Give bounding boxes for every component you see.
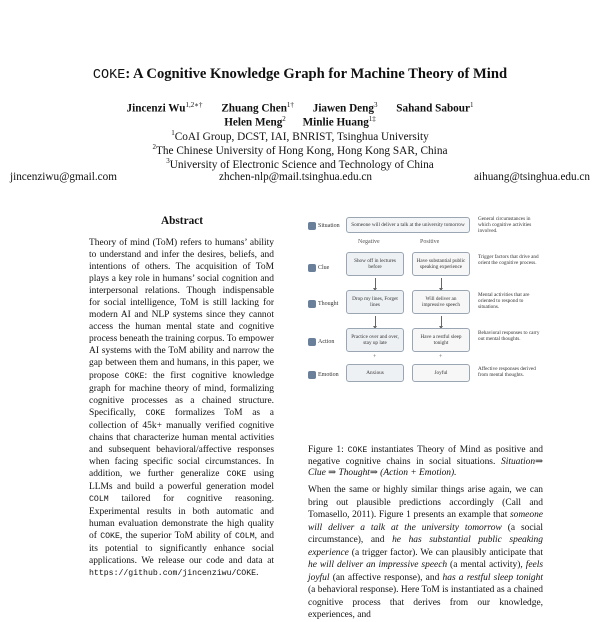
code-link[interactable]: https://github.com/jincenziwu/COKE xyxy=(89,569,257,579)
clue-desc: Trigger factors that drive and orient the cognitive process. xyxy=(478,254,539,267)
row-label-situation: Situation xyxy=(308,222,346,230)
intro-paragraph: When the same or highly similar things arise again, we can bring out plausible predictions accordingly (Call and Tomasello, 2011). Figure 1 presents an example that someone will deliver a talk at the university tomorrow (a social circumstance), and he has substantial public speaking experience (a trigger factor). We can plausibly anticipate that he will deliver an impressive speech (a mental activity), feels joyful (an affective response), and has a restful sleep tonight (a behavioral response). Here ToM is instantiated as a chained cognitive process that derives from our knowledge, experiences, and xyxy=(308,485,543,620)
row-label-action: Action xyxy=(308,338,346,346)
emotion-box-negative: Anxious xyxy=(346,364,404,382)
clue-box-negative: Show off in lectures before xyxy=(346,252,404,276)
author-row-1 xyxy=(0,101,600,115)
thought-box-negative: Drop my lines, Forget lines xyxy=(346,290,404,314)
abstract-body: Theory of mind (ToM) refers to humans’ ability to understand and infer the desires, beliefs, and intentions of others. The acquisition of ToM plays a key role in humans’ social cognition and interpersonal relations. Though indispensable for social intelligence, ToM is still lacking for modern AI and NLP systems since they cannot access the human mental state and cognitive process beneath the training corpus. To empower AI systems with the ToM ability and narrow the gap between them and humans, in this paper, we propose COKE: the first cognitive knowledge graph for machine theory of mind, formalizing cognitive processes as a chained structure. Specifically, COKE formalizes ToM as a collection of 45k+ manually verified cognitive chains that characterize human mental activities and subsequent behavioral/affective responses when facing specific social circumstances. In addition, we further generalize COKE using LLMs and build a powerful generation model COLM tailored for cognitive reasoning. Experimental results in both automatic and human evaluation demonstrate the high quality of COKE, the superior ToM ability of COLM, and its potential to significantly enhance social applications. We release our code and data at https://github.com/jincenziwu/COKE. xyxy=(89,238,274,579)
emotion-icon xyxy=(308,371,316,379)
plus-sign: + xyxy=(439,354,443,360)
affiliation: $^2$The Chinese University of Hong Kong, Hong Kong SAR, China xyxy=(152,143,448,157)
arrow xyxy=(375,278,376,288)
legend-positive: Positive xyxy=(420,239,440,245)
author: Minlie Huang$^{1\ddagger}$ xyxy=(302,115,376,129)
action-icon xyxy=(308,338,316,346)
situation-box: Someone will deliver a talk at the university tomorrow xyxy=(346,217,470,233)
author: Jiawen Deng$^3$ xyxy=(312,101,378,115)
title-system-name: COKE xyxy=(92,68,126,83)
affiliation: $^1$CoAI Group, DCST, IAI, BNRIST, Tsinghua University xyxy=(171,129,429,143)
legend-negative: Negative xyxy=(358,239,380,245)
row-label-emotion: Emotion xyxy=(308,371,346,379)
author-row-2 xyxy=(0,115,600,129)
abstract-heading: Abstract xyxy=(160,215,204,227)
arrow xyxy=(441,316,442,326)
figure-caption: Figure 1: COKE instantiates Theory of Mind as positive and negative cognitive chains in social situations. Situation⇒ Clue ⇒ Thought⇒ (Action + Emotion). xyxy=(308,445,544,479)
thought-desc: Mental activities that are oriented to respond to situations. xyxy=(478,292,530,311)
author: Sahand Sabour$^1$ xyxy=(396,101,474,115)
arrow xyxy=(441,278,442,288)
clue-icon xyxy=(308,264,316,272)
row-label-clue: Clue xyxy=(308,264,346,272)
email: jincenziwu@gmail.com xyxy=(10,171,117,183)
affiliation: $^3$University of Electronic Science and Technology of China xyxy=(166,157,434,171)
figure-1 xyxy=(308,208,543,434)
arrow xyxy=(375,316,376,326)
row-label-thought: Thought xyxy=(308,300,346,308)
situation-desc: General circumstances in which cognitive activities involved. xyxy=(478,216,532,235)
title-text: : A Cognitive Knowledge Graph for Machine Theory of Mind xyxy=(125,66,508,82)
paper-title xyxy=(0,66,600,83)
thought-box-positive: Will deliver an impressive speech xyxy=(412,290,470,314)
email: zhchen-nlp@mail.tsinghua.edu.cn xyxy=(219,171,372,183)
email: aihuang@tsinghua.edu.cn xyxy=(474,171,590,183)
action-box-positive: Have a restful sleep tonight xyxy=(412,328,470,352)
thought-icon xyxy=(308,300,316,308)
situation-icon xyxy=(308,222,316,230)
author: Jincenzi $Wu^{1,2∗\dagger}$ xyxy=(126,101,203,115)
email-row xyxy=(10,171,590,183)
emotion-box-positive: Joyful xyxy=(412,364,470,382)
clue-box-positive: Have substantial public speaking experience xyxy=(412,252,470,276)
author: Zhuang Chen$^{1\dagger}$ xyxy=(221,101,294,115)
plus-sign: + xyxy=(373,354,377,360)
action-box-negative: Practice over and over, stay up late xyxy=(346,328,404,352)
author: Helen Meng$^2$ xyxy=(224,115,286,129)
emotion-desc: Affective responses derived from mental thoughts. xyxy=(478,366,536,379)
action-desc: Behavioral responses to carry out mental thoughts. xyxy=(478,330,540,343)
